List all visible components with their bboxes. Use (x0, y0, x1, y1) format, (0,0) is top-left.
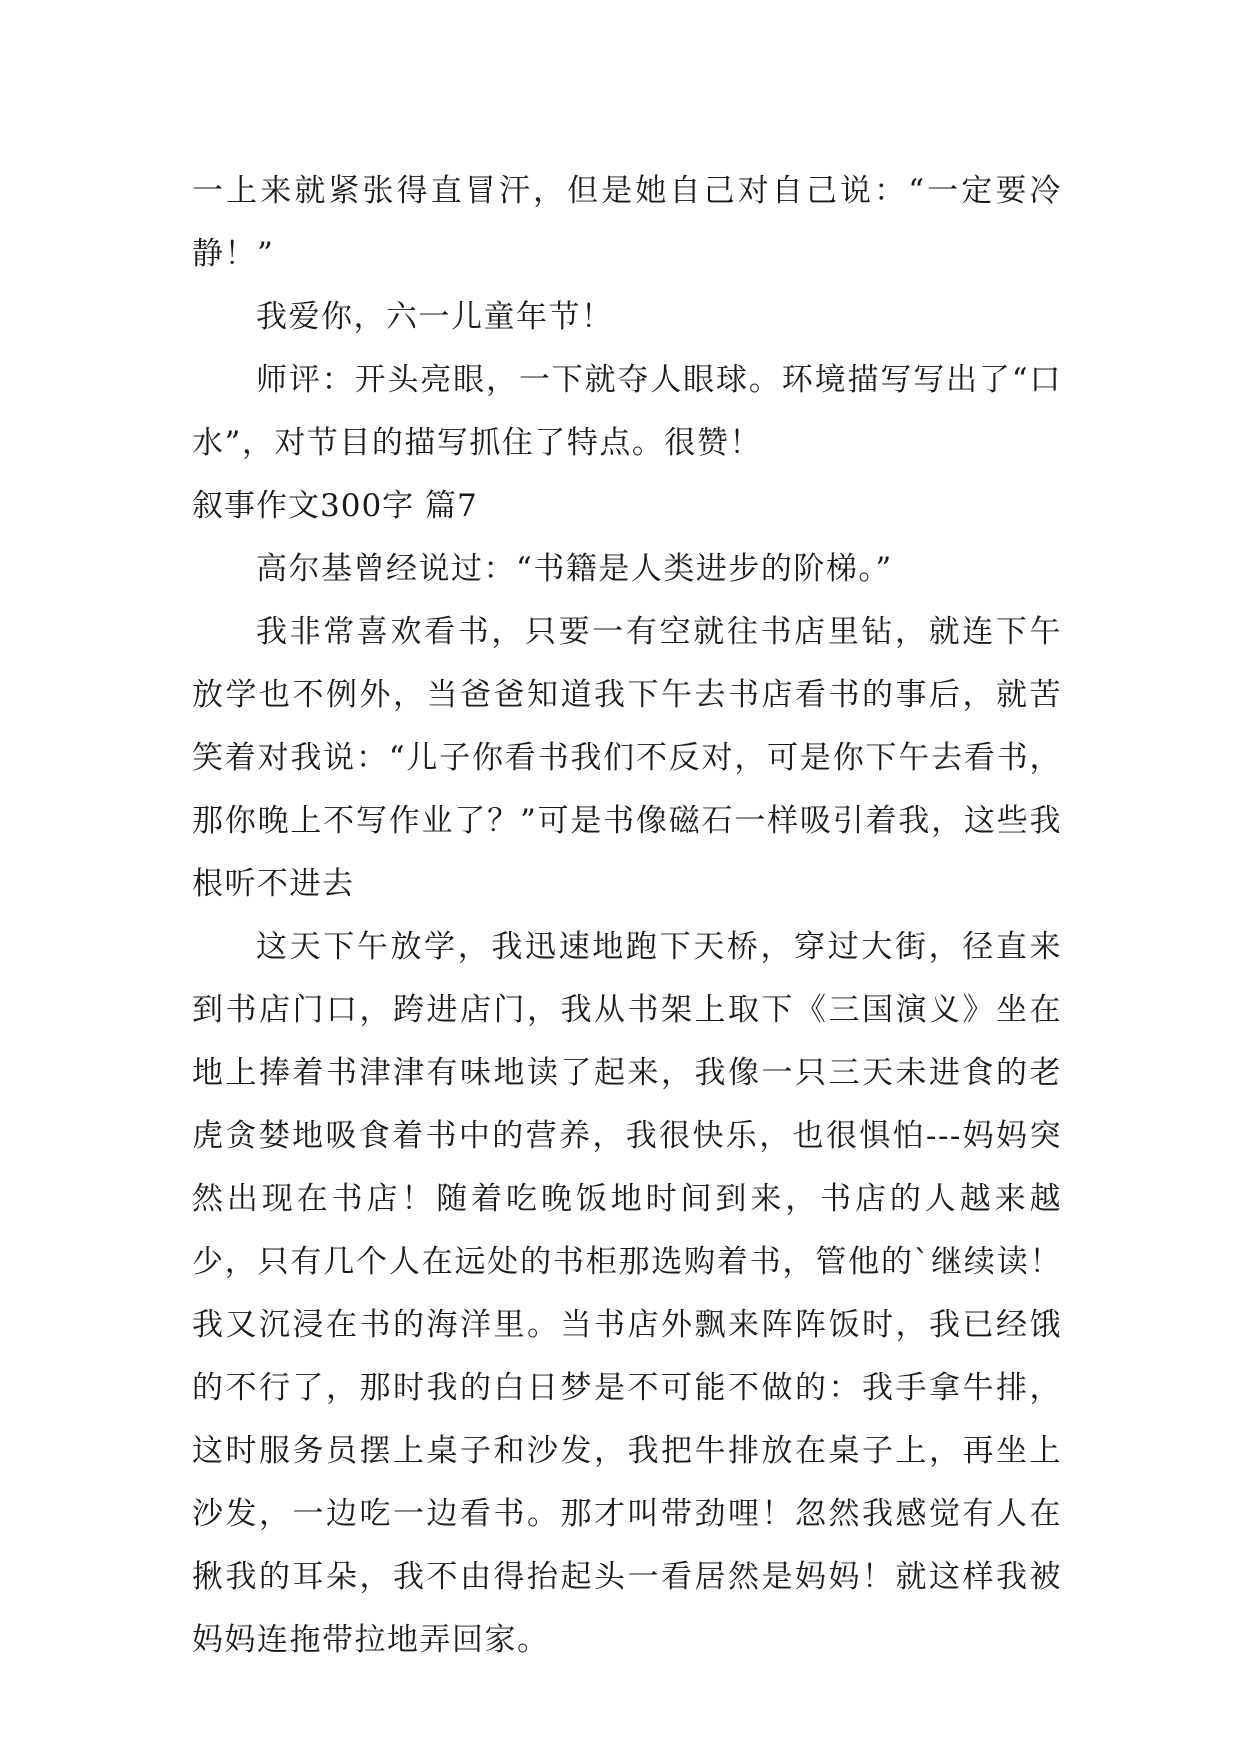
paragraph-exclamation: 我爱你，六一儿童年节！ (256, 299, 614, 335)
section-heading: 叙事作文300字 篇7 (192, 488, 478, 524)
document-body (192, 160, 1062, 1672)
paragraph-reading-habit: 我非常喜欢看书，只要一有空就往书店里钻，就连下午放学也不例外，当爸爸知道我下午去书店看书的事后，就苦笑着对我说：“儿子你看书我们不反对，可是你下午去看书，那你晚上不写作业了？”可是书像磁石一样吸引着我，这些我根听不进去 (192, 614, 1062, 902)
paragraph-quote: 高尔基曾经说过：“书籍是人类进步的阶梯。” (256, 551, 893, 587)
paragraph-teacher-comment: 师评：开头亮眼，一下就夺人眼球。环境描写写出了“口水”，对节目的描写抓住了特点。很赞！ (192, 362, 1062, 461)
paragraph-bookstore-story: 这天下午放学，我迅速地跑下天桥，穿过大街，径直来到书店门口，跨进店门，我从书架上取下《三国演义》坐在地上捧着书津津有味地读了起来，我像一只三天未进食的老虎贪婪地吸食着书中的营养，我很快乐，也很惧怕---妈妈突然出现在书店！随着吃晚饭地时间到来，书店的人越来越少，只有几个人在远处的书柜那选购着书，管他的`继续读！我又沉浸在书的海洋里。当书店外飘来阵阵饭时，我已经饿的不行了，那时我的白日梦是不可能不做的：我手拿牛排，这时服务员摆上桌子和沙发，我把牛排放在桌子上，再坐上沙发，一边吃一边看书。那才叫带劲哩！忽然我感觉有人在揪我的耳朵，我不由得抬起头一看居然是妈妈！就这样我被妈妈连拖带拉地弄回家。 (192, 929, 1062, 1658)
paragraph-continued: 一上来就紧张得直冒汗，但是她自己对自己说：“一定要冷静！” (192, 173, 1062, 272)
